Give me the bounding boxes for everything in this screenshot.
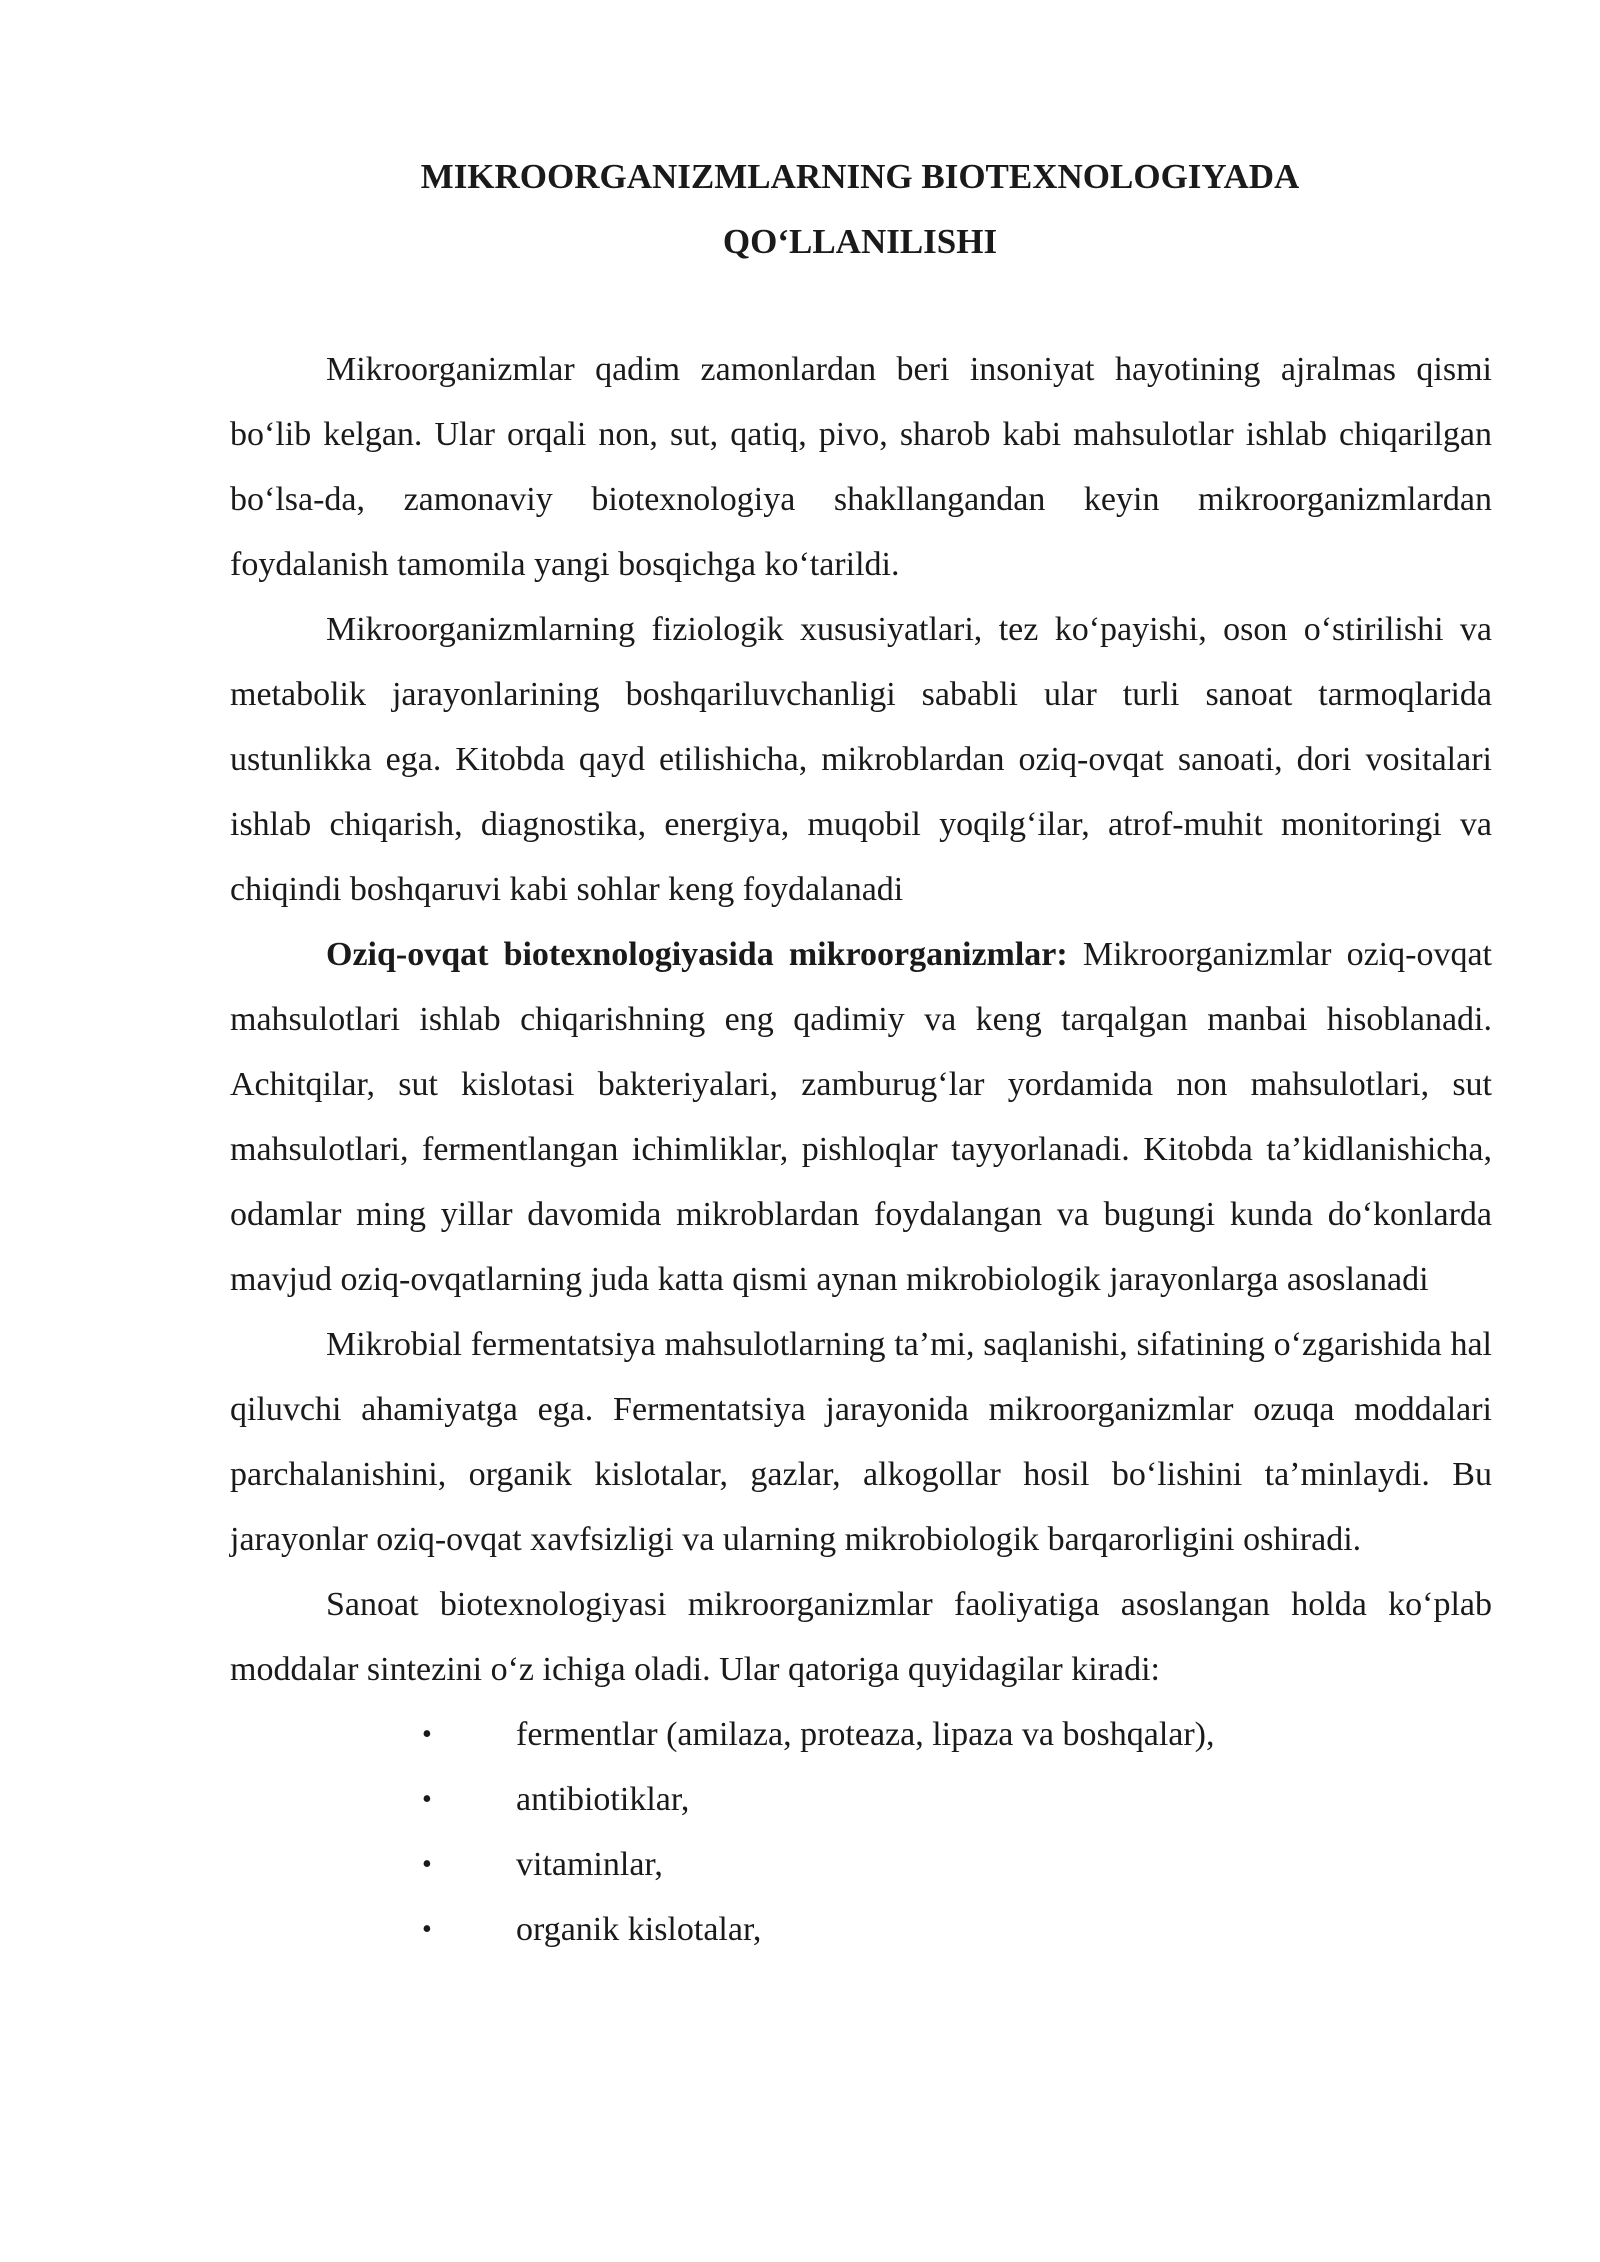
paragraph-industrial-biotech: Sanoat biotexnologiyasi mikroorganizmlar faoliyatiga asoslangan holda ko‘plab moddalar sintezini o‘z ichiga oladi. Ular qatoriga quyidagilar kiradi: [230,1586,1492,1688]
list-item-text: vitaminlar, [516,1846,663,1883]
bullet-icon: • [422,1914,432,1945]
list-item [230,1702,1492,1767]
section-heading-food: Oziq-ovqat biotexnologiyasida mikroorganizmlar: [326,936,1068,973]
paragraph-intro: Mikroorganizmlar qadim zamonlardan beri insoniyat hayotining ajralmas qismi bo‘lib kelgan. Ular orqali non, sut, qatiq, pivo, sharob kabi mahsulotlar ishlab chiqarilgan bo‘lsa-da, zamonaviy biotexnologiya shakllangandan keyin mikroorganizmlardan foydalanish tamomila yangi bosqichga ko‘tarildi. [230,351,1492,583]
bullet-icon: • [422,1849,432,1880]
list-item-text: fermentlar (amilaza, proteaza, lipaza va boshqalar), [516,1716,1215,1753]
paragraph-food-biotech [230,922,1492,1312]
paragraph-fermentation: Mikrobial fermentatsiya mahsulotlarning ta’mi, saqlanishi, sifatining o‘zgarishida hal qiluvchi ahamiyatga ega. Fermentatsiya jarayonida mikroorganizmlar ozuqa moddalari parchalanishini, organik kislotalar, gazlar, alkogollar hosil bo‘lishini ta’minlaydi. Bu jarayonlar oziq-ovqat xavfsizligi va ularning mikrobiologik barqarorligini oshiradi. [230,1326,1492,1558]
list-item [230,1897,1492,1962]
document-title [230,144,1490,274]
products-list [230,1702,1492,1962]
bullet-icon: • [422,1784,432,1815]
bullet-icon: • [422,1719,432,1750]
title-line-2: QO‘LLANILISHI [722,222,998,261]
list-item [230,1767,1492,1832]
paragraph-properties: Mikroorganizmlarning fiziologik xususiyatlari, tez ko‘payishi, oson o‘stirilishi va metabolik jarayonlarining boshqariluvchanligi sababli ular turli sanoat tarmoqlarida ustunlikka ega. Kitobda qayd etilishicha, mikroblardan oziq-ovqat sanoati, dori vositalari ishlab chiqarish, diagnostika, energiya, muqobil yoqilg‘ilar, atrof-muhit monitoringi va chiqindi boshqaruvi kabi sohlar keng foydalanadi [230,611,1492,908]
paragraph-food-text: Mikroorganizmlar oziq-ovqat mahsulotlari ishlab chiqarishning eng qadimiy va keng tarqalgan manbai hisoblanadi. Achitqilar, sut kislotasi bakteriyalari, zamburug‘lar yordamida non mahsulotlari, sut mahsulotlari, fermentlangan ichimliklar, pishloqlar tayyorlanadi. Kitobda ta’kidlanishicha, odamlar ming yillar davomida mikroblardan foydalangan va bugungi kunda do‘konlarda mavjud oziq-ovqatlarning juda katta qismi aynan mikrobiologik jarayonlarga asoslanadi [230,936,1492,1298]
document-body [230,337,1492,1962]
title-line-1: MIKROORGANIZMLARNING BIOTEXNOLOGIYADA [420,157,1300,196]
list-item-text: organik kislotalar, [516,1911,762,1948]
list-item-text: antibiotiklar, [516,1781,690,1818]
list-item [230,1832,1492,1897]
